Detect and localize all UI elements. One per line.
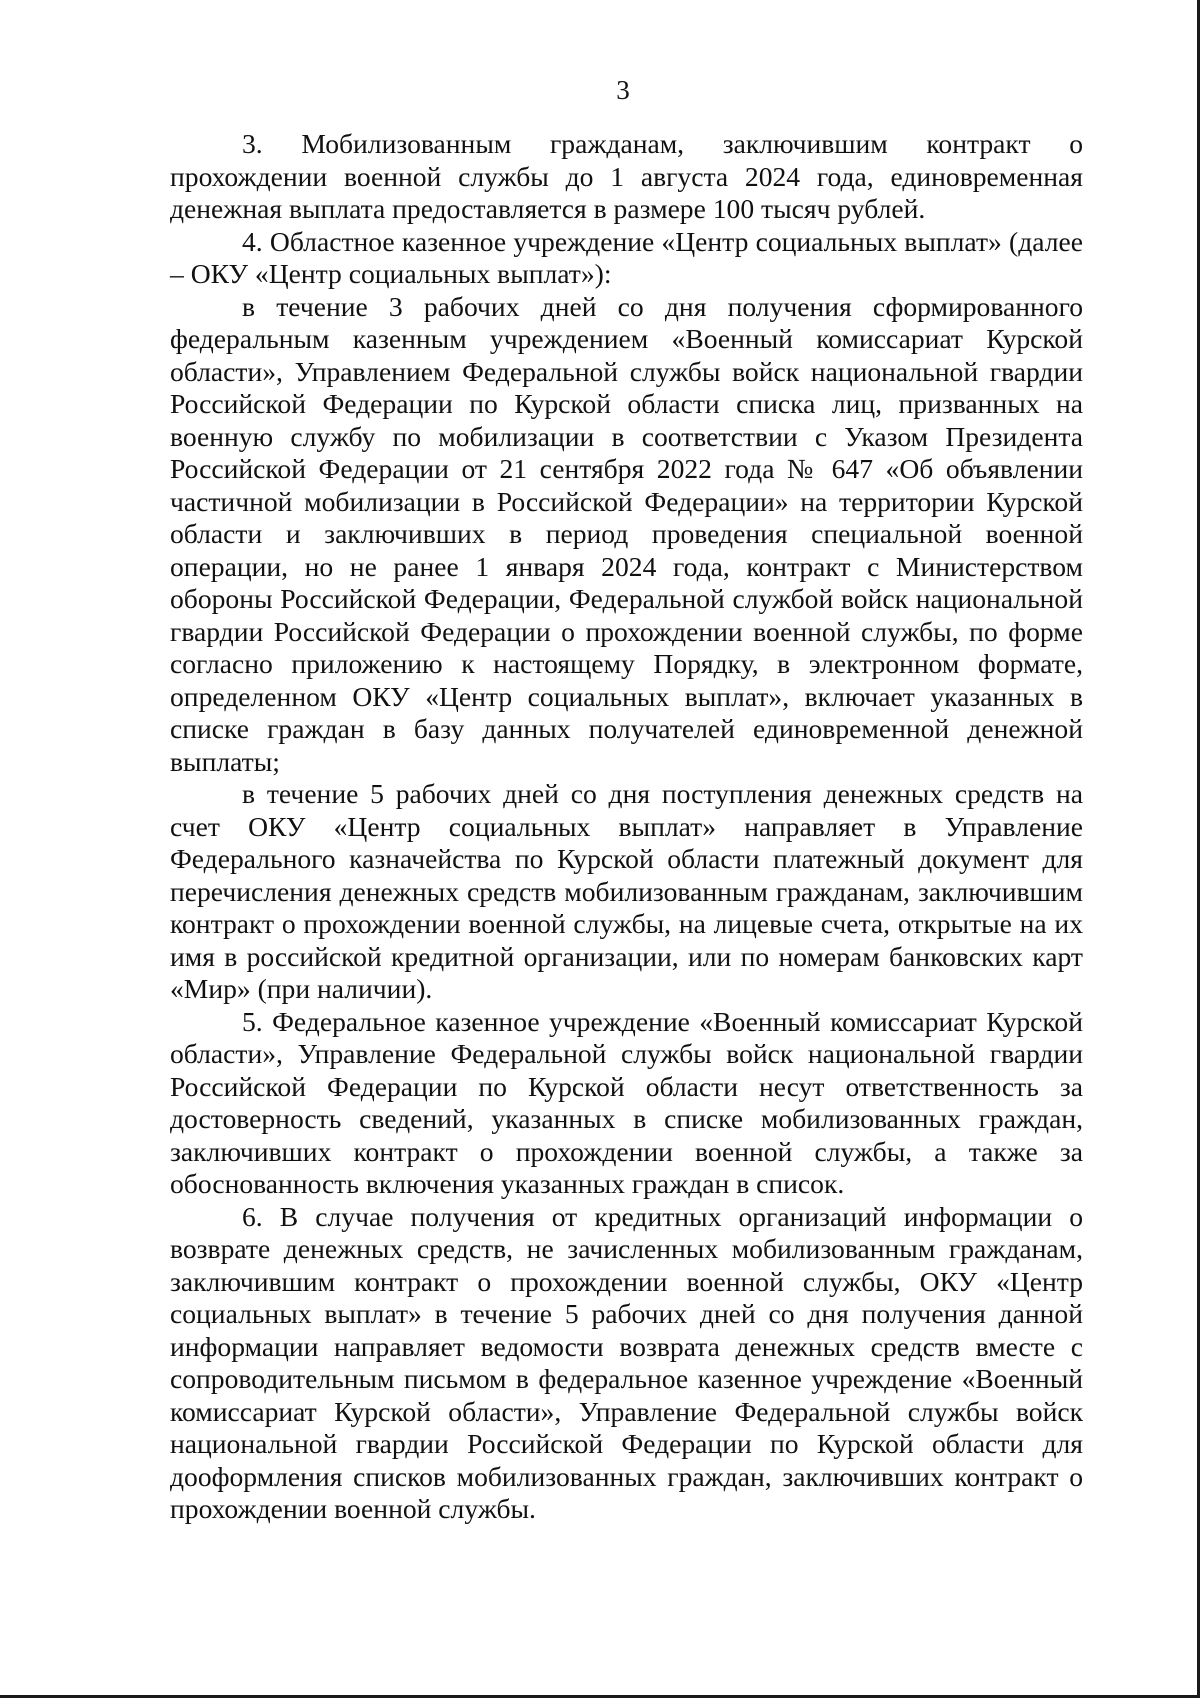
paragraph-item-3: 3. Мобилизованным гражданам, заключившим контракт о прохождении военной службы до 1 августа 2024 года, единовременная денежная выплата предоставляется в размере 100 тысяч рублей. — [170, 128, 1083, 224]
document-body — [170, 128, 1083, 1526]
paragraph-item-4: 4. Областное казенное учреждение «Центр социальных выплат» (далее – ОКУ «Центр социальных выплат»): — [170, 225, 1083, 289]
page-number: 3 — [616, 75, 630, 105]
paragraph-item-5: 5. Федеральное казенное учреждение «Военный комиссариат Курской области», Управление Федеральной службы войск национальной гвардии Российской Федерации по Курской области несут ответственность за достоверность сведений, указанных в списке мобилизованных граждан, заключивших контракт о прохождении военной службы, а также за обоснованность включения указанных граждан в список. — [170, 1005, 1083, 1199]
paragraph-item-4-subpoint-1: в течение 3 рабочих дней со дня получения сформированного федеральным казенным учреждением «Военный комиссариат Курской области», Управлением Федеральной службы войск национальной гвардии Российской Федерации по Курской области списка лиц, призванных на военную службу по мобилизации в соответствии с Указом Президента Российской Федерации от 21 сентября 2022 года № 647 «Об объявлении частичной мобилизации в Российской Федерации» на территории Курской области и заключивших в период проведения специальной военной операции, но не ранее 1 января 2024 года, контракт с Министерством обороны Российской Федерации, Федеральной службой войск национальной гвардии Российской Федерации о прохождении военной службы, по форме согласно приложению к настоящему Порядку, в электронном формате, определенном ОКУ «Центр социальных выплат», включает указанных в списке граждан в базу данных получателей единовременной денежной выплаты; — [170, 290, 1083, 777]
paragraph-item-6: 6. В случае получения от кредитных организаций информации о возврате денежных средств, не зачисленных мобилизованным гражданам, заключившим контракт о прохождении военной службы, ОКУ «Центр социальных выплат» в течение 5 рабочих дней со дня получения данной информации направляет ведомости возврата денежных средств вместе с сопроводительным письмом в федеральное казенное учреждение «Военный комиссариат Курской области», Управление Федеральной службы войск национальной гвардии Российской Федерации по Курской области для дооформления списков мобилизованных граждан, заключивших контракт о прохождении военной службы. — [170, 1200, 1083, 1524]
paragraph-item-4-subpoint-2: в течение 5 рабочих дней со дня поступления денежных средств на счет ОКУ «Центр социальных выплат» направляет в Управление Федерального казначейства по Курской области платежный документ для перечисления денежных средств мобилизованным гражданам, заключившим контракт о прохождении военной службы, на лицевые счета, открытые на их имя в российской кредитной организации, или по номерам банковских карт «Мир» (при наличии). — [170, 778, 1083, 1004]
